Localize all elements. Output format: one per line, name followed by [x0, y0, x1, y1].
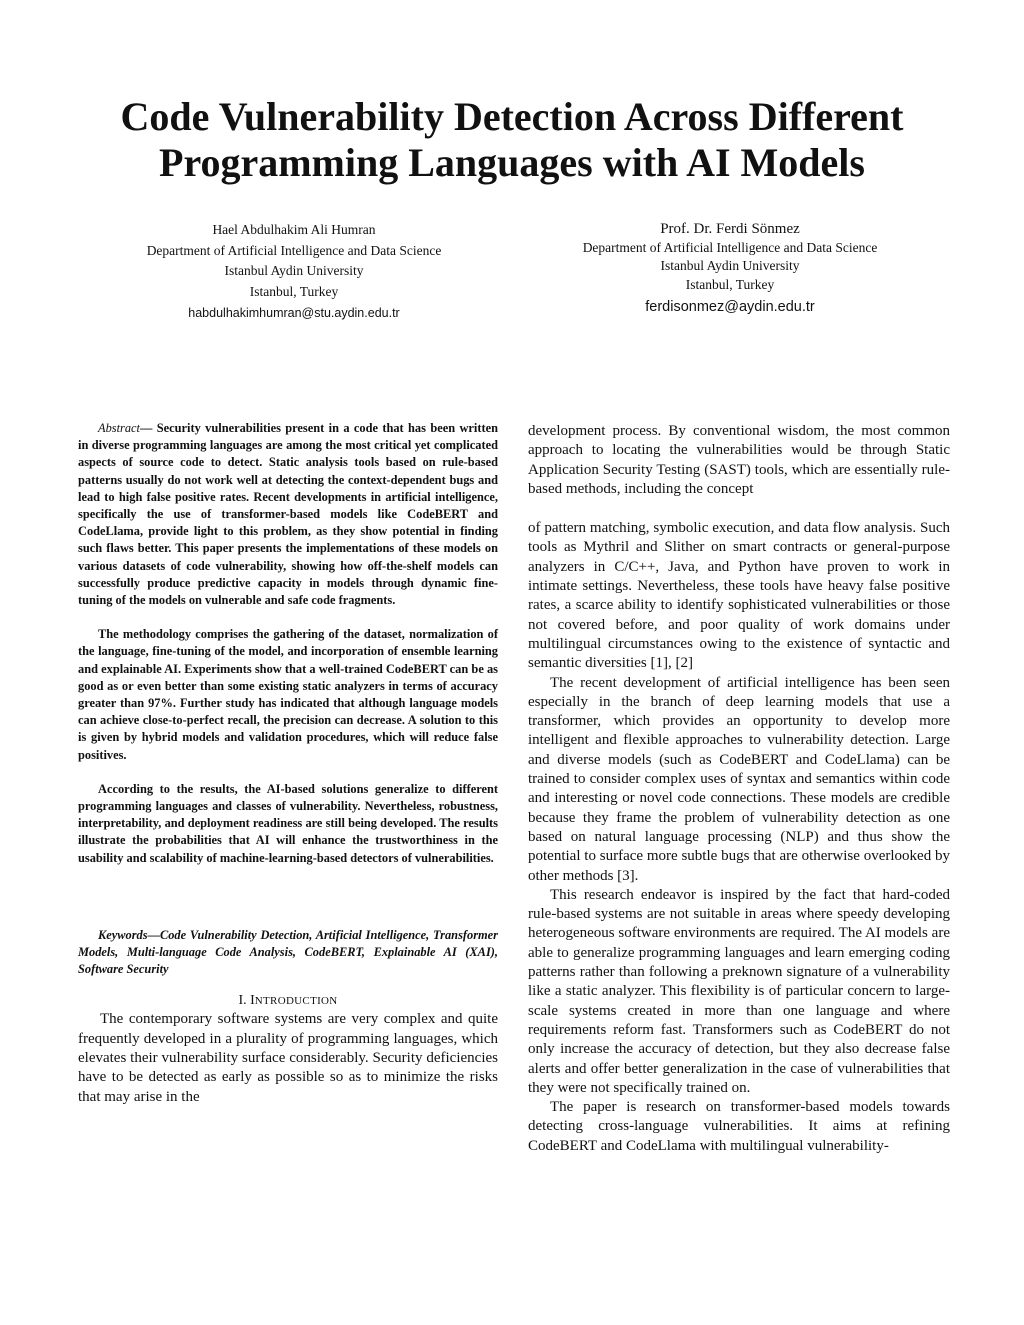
section-number: I.	[238, 993, 247, 1009]
body-paragraph: of pattern matching, symbolic execution, and data flow analysis. Such tools as Mythril and Slither on smart contracts or general-purpose analyzers in C/C++, Java, and Python have proven to work in intimate settings. Nevertheless, these tools have heavy false positive rates, a scarce ability to identify sophisticated vulnerabilities or those not covered before, and poor quality of work domains under multilingual circumstances owing to the existence of syntactic and semantic diversities [1], [2]	[528, 520, 950, 672]
keywords: Keywords—Code Vulnerability Detection, Artificial Intelligence, Transformer Models, Multi-language Code Analysis, CodeBERT, Explainable AI (XAI), Software Security	[78, 927, 498, 977]
author-location: Istanbul, Turkey	[249, 283, 339, 299]
section-title-rest: NTRODUCTION	[254, 995, 338, 1008]
left-column	[78, 420, 498, 1107]
abstract-paragraph: The methodology comprises the gathering of the dataset, normalization of the language, fine-tuning of the model, and incorporation of ensemble learning and explainable AI. Experiments show that a well-trained CodeBERT can be as good as or even better than some existing static analyzers in terms of accuracy greater than 97%. Further study has indicated that although language models can achieve close-to-perfect recall, the precision can decrease. A solution to this is given by hybrid models and validation procedures, which will reduce false positives.	[78, 627, 498, 762]
abstract-paragraph: According to the results, the AI-based solutions generalize to different programming languages and classes of vulnerability. Nevertheless, robustness, interpretability, and deployment readiness are still being developed. The results illustrate the probabilities that AI will enhance the trustworthiness in the usability and scalability of machine-learning-based detectors of vulnerabilities.	[78, 781, 498, 865]
intro-paragraph: The contemporary software systems are very complex and quite frequently developed in a plurality of programming languages, which elevates their vulnerability surface considerably. Security deficiencies have to be detected as early as possible so as to minimize the risks that may arise in the	[78, 1011, 498, 1105]
abstract-paragraph	[78, 420, 498, 609]
author-department: Department of Artificial Intelligence and Data Science	[582, 239, 878, 255]
author-university: Istanbul Aydin University	[224, 263, 364, 278]
paper-title: Code Vulnerability Detection Across Different Programming Languages with AI Models	[120, 94, 904, 185]
author-name: Prof. Dr. Ferdi Sönmez	[660, 221, 800, 237]
section-heading	[78, 992, 498, 1010]
body-paragraph: development process. By conventional wisdom, the most common approach to locating the vulnerabilities would be through Static Application Security Testing (SAST) tools, which are essentially rule-based methods, including the concept	[528, 423, 950, 497]
author-name: Hael Abdulhakim Ali Humran	[212, 222, 376, 237]
author-block-1	[76, 220, 512, 324]
author-email: habdulhakimhumran@stu.aydin.edu.tr	[188, 306, 400, 320]
body-paragraph: This research endeavor is inspired by the fact that hard-coded rule-based systems are not suitable in areas where speedy developing heterogeneous software environments are required. The AI models are able to generalize programming languages and learn emerging coding patterns rather than following a preknown signature of a vulnerability like a static analyzer. This flexibility is of particular concern to large-scale systems created in more than one language and where requirements reform fast. Transformers such as CodeBERT do not only increase the accuracy of detection, but they also decrease false alerts and offer better generalization in the case of vulnerabilities that they were not specifically trained on.	[528, 886, 950, 1096]
abstract-dash: —	[140, 421, 157, 435]
abstract-text: Security vulnerabilities present in a code that has been written in diverse programming languages are among the most critical yet complicated aspects of source code to detect. Static analysis tools based on rule-based patterns usually do not work well at detecting the context-dependent bugs and lead to high false positive rates. Recent developments in artificial intelligence, specifically the use of transformer-based models like CodeBERT and CodeLlama, provide light to this problem, as they show potential in finding such flaws better. This paper presents the implementations of these models on various datasets of code vulnerability, showing how off-the-shelf models can successfully produce predictive capacity in models through dynamic fine-tuning of the models on vulnerable and safe code fragments.	[78, 421, 498, 608]
author-email: ferdisonmez@aydin.edu.tr	[645, 299, 815, 315]
body-paragraph: The paper is research on transformer-based models towards detecting cross-language vulnerabilities. It aims at refining CodeBERT and CodeLlama with multilingual vulnerability-	[528, 1099, 950, 1154]
right-column	[528, 422, 950, 1156]
author-department: Department of Artificial Intelligence and Data Science	[146, 242, 442, 258]
author-location: Istanbul, Turkey	[685, 276, 775, 292]
body-paragraph: The recent development of artificial intelligence has been seen especially in the branch of deep learning models that use a transformer, which provides an opportunity to develop more intelligent and flexible approaches to vulnerability detection. Large and diverse models (such as CodeBERT and CodeLlama) can be trained to consider complex uses of syntax and semantics within code and interesting or novel code connections. These models are credible because they frame the problem of vulnerability detection as one based on natural language processing (NLP) and thus show the potential to surface more subtle bugs that are otherwise overlooked by other methods [3].	[528, 674, 950, 884]
abstract-label: Abstract	[98, 421, 140, 435]
author-university: Istanbul Aydin University	[660, 258, 800, 273]
author-block-2	[512, 220, 948, 317]
section-first-letter: I	[250, 993, 255, 1009]
